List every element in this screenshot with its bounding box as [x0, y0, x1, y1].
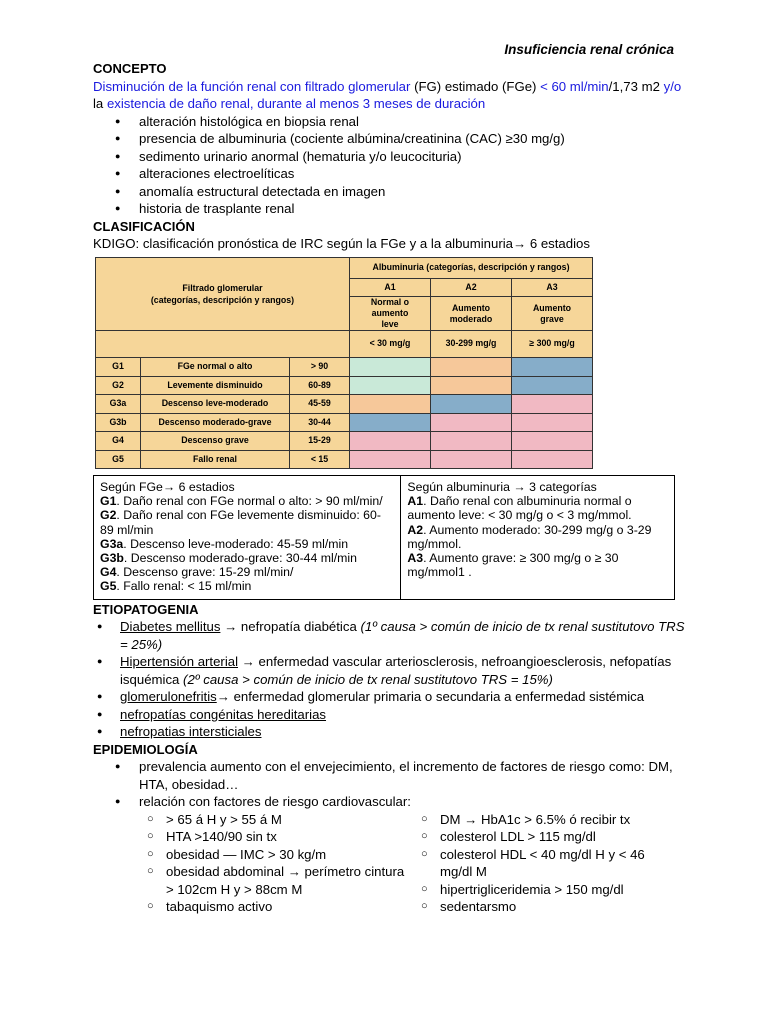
row-code: G2: [96, 376, 141, 395]
concepto-list: [93, 113, 693, 218]
list-item: ● sedimento urinario anormal (hematuria y/o leucocituria): [93, 148, 693, 166]
alb-item: [407, 494, 668, 522]
list-item: ● anomalía estructural detectada en imagen: [93, 183, 693, 201]
row-range: 60-89: [290, 376, 350, 395]
def-part-5: y/o: [663, 78, 682, 94]
cause-note: (1º causa > común de inicio de tx renal sustitutovo TRS = 25%): [120, 619, 685, 652]
epidemiologia-list: [93, 758, 693, 811]
risk-cell: [512, 395, 593, 414]
risk-factor: ○ colesterol HDL < 40 mg/dl H y < 46 mg/dl M: [413, 846, 653, 881]
fge-code: G2: [100, 508, 117, 523]
risk-factor: ○ DM → HbA1c > 6.5% ó recibir tx: [413, 811, 653, 829]
row-code: G5: [96, 450, 141, 469]
fge-text: . Daño renal con FGe levemente disminuido: 60-89 ml/min: [100, 508, 381, 537]
risk-cell: [350, 432, 431, 451]
cause-name: Diabetes mellitus: [120, 619, 221, 635]
row-desc: Levemente disminuido: [141, 376, 290, 395]
clasificacion-heading: CLASIFICACIÓN: [93, 218, 195, 234]
row-desc: Descenso grave: [141, 432, 290, 451]
cause-name: nefropatías congénitas hereditarias: [120, 706, 327, 722]
risk-cell: [431, 376, 512, 395]
fge-text: . Fallo renal: < 15 ml/min: [116, 579, 252, 594]
risk-cell: [431, 395, 512, 414]
risk-cell: [350, 450, 431, 469]
row-code: G3a: [96, 395, 141, 414]
list-item: [93, 706, 693, 724]
list-item: [93, 688, 693, 706]
cause-name: Hipertensión arterial: [120, 654, 239, 670]
albuminuria-header: Albuminuria (categorías, descripción y rangos): [350, 257, 593, 278]
row-range: 15-29: [290, 432, 350, 451]
cause-text: → nefropatía diabética: [220, 619, 361, 635]
row-desc: Descenso moderado-grave: [141, 413, 290, 432]
document-title: Insuficiencia renal crónica: [504, 42, 674, 57]
fge-item: [100, 494, 394, 508]
fg-header-spacer: [96, 331, 350, 358]
stages-by-albuminuria: [401, 476, 674, 599]
risk-cell: [350, 395, 431, 414]
row-range: > 90: [290, 358, 350, 377]
risk-factor: ○ obesidad — IMC > 30 kg/m: [139, 846, 413, 864]
concepto-heading: CONCEPTO: [93, 61, 167, 76]
alb-desc-a2: Aumento moderado: [431, 297, 512, 331]
risk-factors: [139, 811, 693, 916]
fg-header: Filtrado glomerular (categorías, descripción y rangos): [96, 257, 350, 331]
risk-factor: ○ tabaquismo activo: [139, 898, 413, 916]
fge-item: [100, 508, 394, 536]
row-code: G1: [96, 358, 141, 377]
alb-desc-a3: Aumento grave: [512, 297, 593, 331]
risk-cell: [350, 376, 431, 395]
fge-item: [100, 565, 394, 579]
alb-code: A2: [407, 522, 424, 537]
row-range: 45-59: [290, 395, 350, 414]
fge-title: Según FGe→ 6 estadios: [100, 480, 235, 494]
alb-code-a3: A3: [512, 278, 593, 297]
fge-text: . Descenso grave: 15-29 ml/min/: [116, 565, 294, 580]
def-part-3: < 60 ml/min: [540, 78, 609, 94]
alb-item: [407, 551, 668, 579]
risk-cell: [350, 413, 431, 432]
risk-factor: ○ sedentarsmo: [413, 898, 653, 916]
risk-factors-right: [413, 811, 653, 916]
risk-factor: ○ hipertrigliceridemia > 150 mg/dl: [413, 881, 653, 899]
def-part-6: la: [93, 96, 107, 111]
cause-text: → enfermedad vascular arteriosclerosis, nefroangioesclerosis, nefopatías isquémica: [120, 654, 672, 687]
risk-cell: [512, 432, 593, 451]
list-item: ● alteración histológica en biopsia renal: [93, 113, 693, 131]
risk-factor: ○ HTA >140/90 sin tx: [139, 828, 413, 846]
row-desc: FGe normal o alto: [141, 358, 290, 377]
alb-code-a2: A2: [431, 278, 512, 297]
fge-text: . Descenso leve-moderado: 45-59 ml/min: [123, 536, 349, 551]
list-item: [93, 723, 693, 741]
alb-code: A1: [407, 494, 424, 509]
row-code: G4: [96, 432, 141, 451]
alb-text: . Daño renal con albuminuria normal o aumento leve: < 30 mg/g o < 3 mg/mmol.: [407, 494, 632, 523]
clasificacion-intro: KDIGO: clasificación pronóstica de IRC según la FGe y a la albuminuria→ 6 estadios: [93, 236, 590, 251]
stages-by-fge: [94, 476, 401, 599]
alb-range-a1: < 30 mg/g: [350, 331, 431, 358]
row-desc: Fallo renal: [141, 450, 290, 469]
row-range: 30-44: [290, 413, 350, 432]
fge-text: . Descenso moderado-grave: 30-44 ml/min: [123, 551, 357, 566]
list-item: ● relación con factores de riesgo cardiovascular:: [93, 793, 693, 811]
list-item: ● prevalencia aumento con el envejecimiento, el incremento de factores de riesgo como: DM, HTA, obesidad…: [93, 758, 693, 793]
cause-name: glomerulonefritis: [120, 689, 217, 705]
risk-factor: ○ colesterol LDL > 115 mg/dl: [413, 828, 653, 846]
risk-cell: [431, 450, 512, 469]
stages-box: [93, 475, 675, 600]
def-part-4: /1,73 m2: [608, 78, 664, 94]
risk-factor: ○ obesidad abdominal → perímetro cintura > 102cm H y > 88cm M: [139, 863, 413, 898]
risk-factors-left: [139, 811, 413, 916]
cause-text: → enfermedad glomerular primaria o secundaria a enfermedad sistémica: [216, 689, 645, 705]
risk-cell: [512, 450, 593, 469]
concepto-definition: [93, 78, 693, 113]
document-content: [93, 60, 693, 916]
fge-code: G3a: [100, 536, 124, 551]
alb-code: A3: [407, 551, 424, 566]
fge-code: G3b: [100, 551, 124, 566]
etiopatogenia-heading: ETIOPATOGENIA: [93, 601, 199, 617]
alb-range-a2: 30-299 mg/g: [431, 331, 512, 358]
fge-item: [100, 579, 394, 593]
risk-cell: [512, 413, 593, 432]
alb-title: Según albuminuria → 3 categorías: [407, 480, 597, 494]
row-range: < 15: [290, 450, 350, 469]
list-item: ● presencia de albuminuria (cociente albúmina/creatinina (CAC) ≥30 mg/g): [93, 130, 693, 148]
alb-text: . Aumento moderado: 30-299 mg/g o 3-29 mg/mmol.: [407, 522, 652, 551]
list-item: ● historia de trasplante renal: [93, 200, 693, 218]
fge-code: G4: [100, 565, 117, 580]
risk-cell: [512, 376, 593, 395]
list-item: ● alteraciones electroelíticas: [93, 165, 693, 183]
list-item: [93, 618, 693, 653]
row-code: G3b: [96, 413, 141, 432]
cause-note: (2º causa > común de inicio de tx renal sustitutovo TRS = 15%): [183, 671, 553, 687]
risk-cell: [431, 432, 512, 451]
alb-item: [407, 523, 668, 551]
risk-factor: ○ > 65 á H y > 55 á M: [139, 811, 413, 829]
alb-text: . Aumento grave: ≥ 300 mg/g o ≥ 30 mg/mmol1 .: [407, 551, 619, 580]
def-part-7: existencia de daño renal, durante al menos 3 meses de duración: [106, 96, 486, 111]
epidemiologia-heading: EPIDEMIOLOGÍA: [93, 741, 198, 757]
cause-name: nefropatias intersticiales: [120, 724, 262, 740]
etiopatogenia-list: [93, 618, 693, 741]
list-item: [93, 653, 693, 688]
def-part-2: (FG) estimado (FGe): [410, 78, 541, 94]
fge-text: . Daño renal con FGe normal o alto: > 90 ml/min/: [116, 494, 383, 509]
row-desc: Descenso leve-moderado: [141, 395, 290, 414]
fge-item: [100, 537, 394, 551]
fge-code: G5: [100, 579, 117, 594]
risk-cell: [431, 413, 512, 432]
fge-item: [100, 551, 394, 565]
risk-cell: [350, 358, 431, 377]
risk-cell: [512, 358, 593, 377]
alb-range-a3: ≥ 300 mg/g: [512, 331, 593, 358]
def-part-1: Disminución de la función renal con filtrado glomerular: [93, 78, 411, 94]
alb-desc-a1: Normal o aumento leve: [350, 297, 431, 331]
risk-cell: [431, 358, 512, 377]
kdigo-table: [95, 257, 593, 470]
fge-code: G1: [100, 494, 117, 509]
alb-code-a1: A1: [350, 278, 431, 297]
